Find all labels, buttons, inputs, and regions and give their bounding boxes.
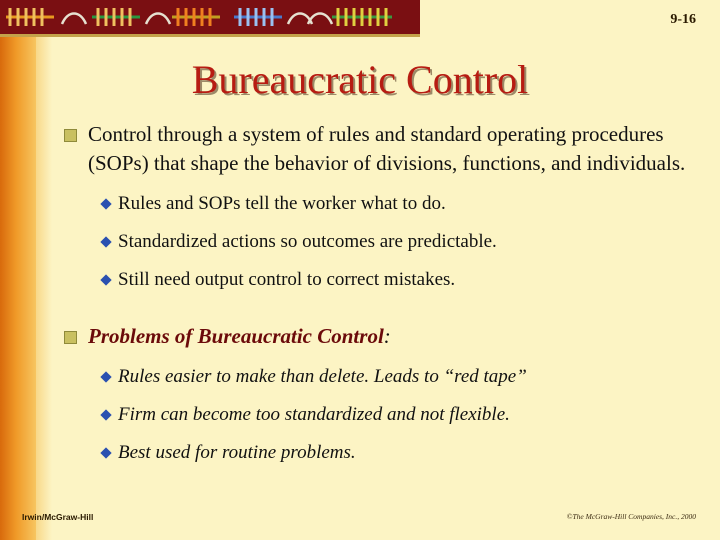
problems-heading-colon: :: [383, 324, 391, 348]
problem-item-text: Rules easier to make than delete. Leads to “red tape”: [118, 366, 527, 387]
bullet-problems: [62, 322, 692, 351]
square-bullet-icon: [64, 331, 77, 344]
footer-publisher: Irwin/McGraw-Hill: [22, 512, 94, 522]
problems-heading: Problems of Bureaucratic Control: [88, 324, 384, 348]
problem-item-text: Best used for routine problems.: [118, 442, 356, 463]
slide-title: Bureaucratic Control: [191, 57, 529, 102]
bullet-main: [62, 120, 692, 178]
diamond-bullet-icon: [100, 198, 111, 209]
sub-bullet: [62, 192, 692, 216]
square-bullet-icon: [64, 129, 77, 142]
sub-bullet: [62, 230, 692, 254]
problem-item-text: Firm can become too standardized and not flexible.: [118, 404, 510, 425]
slide-number: 9-16: [670, 12, 696, 27]
woven-pattern-icon: [0, 0, 420, 34]
diamond-bullet-icon: [100, 371, 111, 382]
sub-bullet-text: Rules and SOPs tell the worker what to do.: [118, 193, 446, 214]
slide-content: [62, 120, 692, 465]
sub-bullet-text: Standardized actions so outcomes are predictable.: [118, 231, 497, 252]
sub-bullet: [62, 268, 692, 292]
top-decorative-band: [0, 0, 420, 37]
sub-bullet-text: Still need output control to correct mistakes.: [118, 269, 456, 290]
diamond-bullet-icon: [100, 409, 111, 420]
diamond-bullet-icon: [100, 274, 111, 285]
footer-copyright: ©The McGraw-Hill Companies, Inc., 2000: [566, 512, 696, 521]
spacer: [62, 292, 692, 322]
problem-item: [62, 441, 692, 465]
problem-item: [62, 365, 692, 389]
diamond-bullet-icon: [100, 236, 111, 247]
diamond-bullet-icon: [100, 447, 111, 458]
problem-item: [62, 403, 692, 427]
bullet-main-text: Control through a system of rules and standard operating procedures (SOPs) that shape the behavior of divisions, functions, and individuals.: [88, 122, 686, 175]
